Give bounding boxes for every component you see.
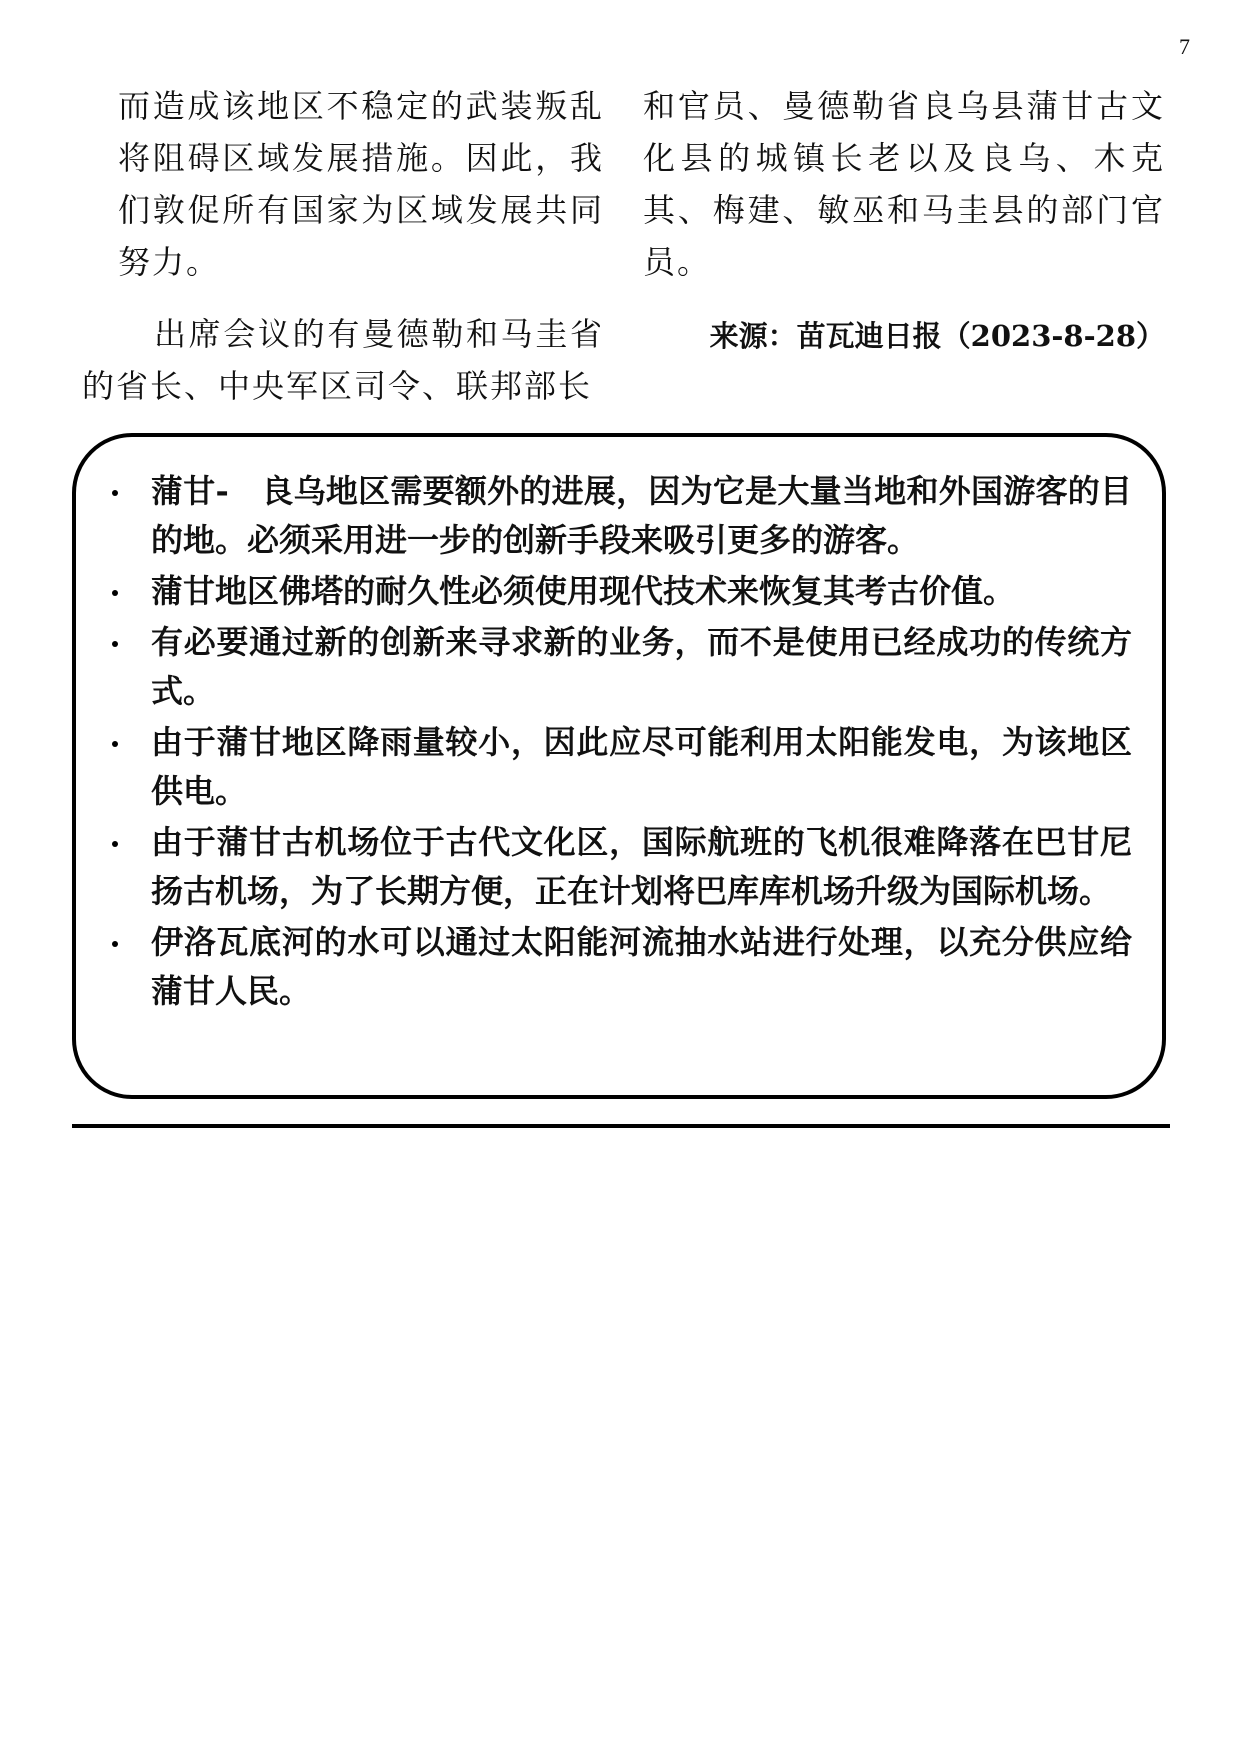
right-paragraph-1: 和官员、曼德勒省良乌县蒲甘古文化县的城镇长老以及良乌、木克其、梅建、敏巫和马圭县的部门官员。 [643, 87, 1165, 281]
bullet-item [106, 467, 1132, 565]
left-column [82, 80, 604, 412]
bullet-text: 由于蒲甘地区降雨量较小，因此应尽可能利用太阳能发电，为该地区供电。 [151, 723, 1132, 810]
bullet-text: 有必要通过新的创新来寻求新的业务，而不是使用已经成功的传统方式。 [151, 623, 1132, 710]
bullet-item [106, 618, 1132, 716]
bullet-text: 蒲甘- 良乌地区需要额外的进展，因为它是大量当地和外国游客的目的地。必须采用进一步的创新手段来吸引更多的游客。 [151, 472, 1132, 559]
summary-box [72, 433, 1166, 1099]
summary-bullet-list [106, 467, 1132, 1018]
bullet-item [106, 718, 1132, 816]
bullet-item [106, 818, 1132, 916]
bullet-dot-icon [112, 590, 118, 596]
bullet-dot-icon [112, 941, 118, 947]
source-citation: 来源：苗瓦迪日报（2023-8-28） [709, 319, 1165, 353]
left-paragraph-2: 出席会议的有曼德勒和马圭省的省长、中央军区司令、联邦部长 [82, 315, 604, 405]
bullet-text: 伊洛瓦底河的水可以通过太阳能河流抽水站进行处理，以充分供应给蒲甘人民。 [151, 923, 1132, 1010]
bullet-text: 由于蒲甘古机场位于古代文化区，国际航班的飞机很难降落在巴甘尼扬古机场，为了长期方便，正在计划将巴库库机场升级为国际机场。 [151, 823, 1132, 910]
bullet-item [106, 918, 1132, 1016]
bullet-item [106, 567, 1132, 616]
right-column [643, 80, 1165, 362]
left-paragraph-1: 而造成该地区不稳定的武装叛乱将阻碍区域发展措施。因此，我们敦促所有国家为区域发展共同努力。 [118, 87, 604, 281]
bullet-text: 蒲甘地区佛塔的耐久性必须使用现代技术来恢复其考古价值。 [151, 572, 1016, 610]
bullet-dot-icon [112, 641, 118, 647]
bullet-dot-icon [112, 841, 118, 847]
bullet-dot-icon [112, 741, 118, 747]
bullet-dot-icon [112, 490, 118, 496]
horizontal-rule [72, 1124, 1170, 1128]
page-number: 7 [1179, 34, 1190, 59]
